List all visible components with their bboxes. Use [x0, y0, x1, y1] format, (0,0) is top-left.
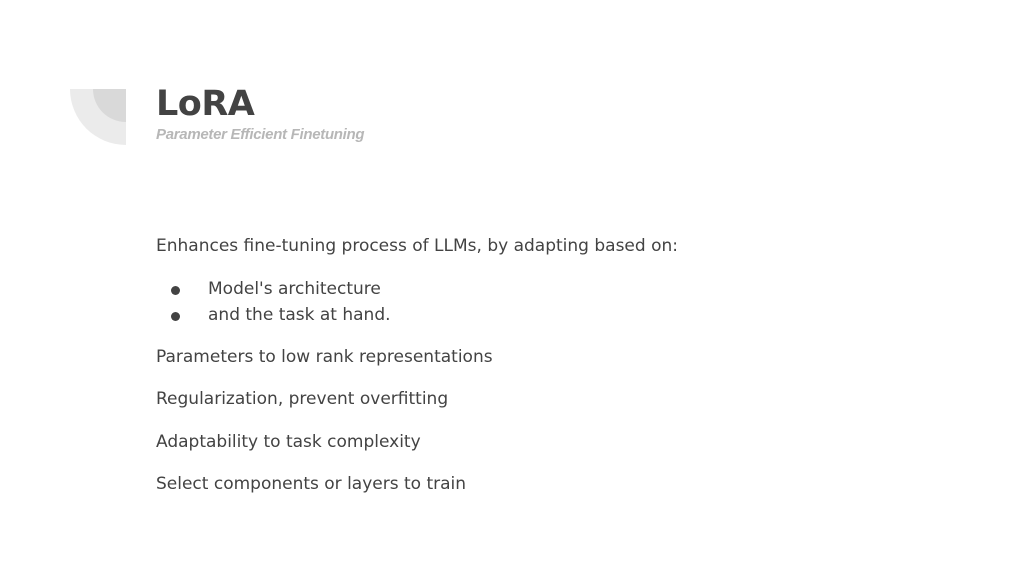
- bullet-text: Model's architecture: [208, 279, 381, 299]
- slide-subtitle: Parameter Efficient Finetuning: [156, 126, 365, 143]
- corner-decoration: [70, 89, 126, 145]
- paragraph-select-components: Select components or layers to train: [156, 474, 467, 494]
- bullet-text: and the task at hand.: [208, 305, 391, 325]
- bullet-dot-icon: [171, 312, 180, 321]
- paragraph-adaptability: Adaptability to task complexity: [156, 432, 421, 452]
- paragraph-low-rank: Parameters to low rank representations: [156, 347, 493, 367]
- bullet-dot-icon: [171, 286, 180, 295]
- slide-title: LoRA: [156, 84, 255, 124]
- intro-text: Enhances fine-tuning process of LLMs, by adapting based on:: [156, 236, 678, 256]
- paragraph-regularization: Regularization, prevent overfitting: [156, 389, 449, 409]
